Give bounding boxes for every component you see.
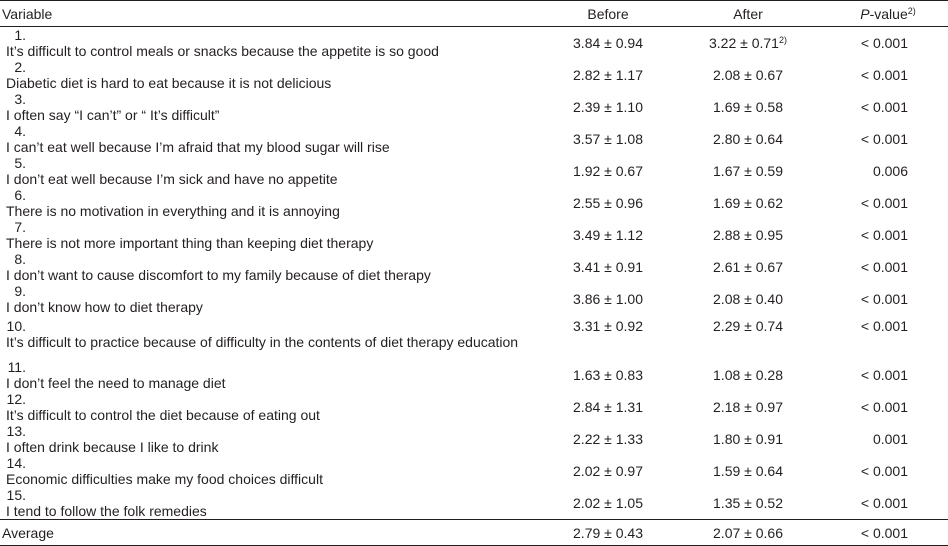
average-row bbox=[0, 520, 948, 546]
cell-p-value: < 0.001 bbox=[860, 367, 908, 383]
cell-variable bbox=[0, 27, 548, 60]
table-row bbox=[0, 315, 948, 359]
cell-before: 1.63 ± 0.83 bbox=[573, 367, 643, 383]
item-number: 5. bbox=[14, 155, 26, 171]
cell-before: 2.82 ± 1.17 bbox=[573, 67, 643, 83]
cell-p-value: 0.001 bbox=[872, 431, 908, 447]
cell-before: 2.22 ± 1.33 bbox=[573, 431, 643, 447]
cell-variable bbox=[0, 91, 548, 123]
cell-after bbox=[668, 123, 828, 155]
cell-after bbox=[668, 219, 828, 251]
after-value: 2.29 ± 0.74 bbox=[713, 318, 783, 334]
cell-variable bbox=[0, 155, 548, 187]
item-number: 6. bbox=[14, 187, 26, 203]
item-number: 14. bbox=[6, 455, 26, 471]
after-value: 1.67 ± 0.59 bbox=[713, 163, 783, 179]
item-text: Diabetic diet is hard to eat because it is not delicious bbox=[6, 75, 332, 91]
cell-before: 2.55 ± 0.96 bbox=[573, 195, 643, 211]
after-value: 3.22 ± 0.71 bbox=[709, 35, 779, 51]
item-text: It’s difficult to control the diet because of eating out bbox=[6, 407, 320, 423]
cell-variable bbox=[0, 251, 548, 283]
header-p-italic: P bbox=[860, 5, 870, 22]
after-value: 2.61 ± 0.67 bbox=[713, 259, 783, 275]
cell-variable bbox=[0, 359, 548, 391]
cell-p-value: < 0.001 bbox=[860, 399, 908, 415]
cell-before: 2.02 ± 0.97 bbox=[573, 463, 643, 479]
item-text: It’s difficult to practice because of difficulty in the contents of diet therapy education bbox=[6, 334, 519, 350]
item-number: 12. bbox=[6, 391, 26, 407]
cell-before: 3.41 ± 0.91 bbox=[573, 259, 643, 275]
average-p-value: < 0.001 bbox=[828, 520, 948, 546]
item-number: 3. bbox=[14, 91, 26, 107]
cell-after bbox=[668, 155, 828, 187]
after-value: 1.80 ± 0.91 bbox=[713, 431, 783, 447]
table-row bbox=[0, 123, 948, 155]
item-number: 9. bbox=[14, 283, 26, 299]
cell-variable bbox=[0, 315, 548, 359]
table-body bbox=[0, 27, 948, 546]
cell-after bbox=[668, 27, 828, 60]
cell-p-value: < 0.001 bbox=[860, 227, 908, 243]
cell-p-value: 0.006 bbox=[872, 163, 908, 179]
table-row bbox=[0, 59, 948, 91]
item-text: There is no motivation in everything and it is annoying bbox=[6, 203, 340, 219]
after-value: 1.08 ± 0.28 bbox=[713, 367, 783, 383]
cell-after bbox=[668, 91, 828, 123]
cell-p-value: < 0.001 bbox=[860, 495, 908, 511]
header-p-footnote: 2) bbox=[907, 5, 916, 16]
header-p-value bbox=[828, 1, 948, 27]
item-number: 13. bbox=[6, 423, 26, 439]
table-row bbox=[0, 155, 948, 187]
item-text: There is not more important thing than keeping diet therapy bbox=[6, 235, 374, 251]
header-row bbox=[0, 1, 948, 27]
item-text: I don’t want to cause discomfort to my family because of diet therapy bbox=[6, 267, 431, 283]
cell-p-value: < 0.001 bbox=[860, 318, 908, 334]
table-row bbox=[0, 283, 948, 315]
after-value: 1.59 ± 0.64 bbox=[713, 463, 783, 479]
cell-variable bbox=[0, 423, 548, 455]
cell-before: 3.57 ± 1.08 bbox=[573, 131, 643, 147]
cell-before: 1.92 ± 0.67 bbox=[573, 163, 643, 179]
table-row bbox=[0, 27, 948, 60]
cell-p-value: < 0.001 bbox=[860, 99, 908, 115]
after-value: 1.69 ± 0.62 bbox=[713, 195, 783, 211]
cell-variable bbox=[0, 187, 548, 219]
cell-after bbox=[668, 455, 828, 487]
average-after: 2.07 ± 0.66 bbox=[668, 520, 828, 546]
table-row bbox=[0, 487, 948, 520]
cell-variable bbox=[0, 219, 548, 251]
table-row bbox=[0, 187, 948, 219]
cell-before: 2.84 ± 1.31 bbox=[573, 399, 643, 415]
item-number: 8. bbox=[14, 251, 26, 267]
cell-after bbox=[668, 187, 828, 219]
item-number: 4. bbox=[14, 123, 26, 139]
item-text: I often drink because I like to drink bbox=[6, 439, 219, 455]
cell-p-value: < 0.001 bbox=[860, 131, 908, 147]
table-row bbox=[0, 91, 948, 123]
after-value: 1.35 ± 0.52 bbox=[713, 495, 783, 511]
item-text: I don’t eat well because I’m sick and have no appetite bbox=[6, 171, 338, 187]
item-number: 11. bbox=[7, 359, 26, 375]
cell-before: 3.86 ± 1.00 bbox=[573, 291, 643, 307]
cell-variable bbox=[0, 123, 548, 155]
item-text: It’s difficult to control meals or snacks because the appetite is so good bbox=[6, 43, 439, 59]
header-before: Before bbox=[548, 1, 668, 27]
item-number: 7. bbox=[14, 219, 26, 235]
cell-after bbox=[668, 423, 828, 455]
header-variable: Variable bbox=[0, 1, 548, 27]
after-value: 2.08 ± 0.40 bbox=[713, 291, 783, 307]
cell-after bbox=[668, 391, 828, 423]
item-number: 2. bbox=[14, 59, 26, 75]
table-row bbox=[0, 391, 948, 423]
after-value: 2.88 ± 0.95 bbox=[713, 227, 783, 243]
table-row bbox=[0, 455, 948, 487]
cell-before: 3.49 ± 1.12 bbox=[573, 227, 643, 243]
header-p-rest: -value bbox=[869, 5, 908, 22]
cell-after bbox=[668, 283, 828, 315]
cell-before: 2.02 ± 1.05 bbox=[573, 495, 643, 511]
average-before: 2.79 ± 0.43 bbox=[548, 520, 668, 546]
cell-before: 3.84 ± 0.94 bbox=[573, 35, 643, 51]
item-number: 1. bbox=[14, 27, 26, 43]
cell-variable bbox=[0, 455, 548, 487]
cell-p-value: < 0.001 bbox=[860, 463, 908, 479]
table-row bbox=[0, 359, 948, 391]
after-footnote: 2) bbox=[778, 35, 787, 45]
cell-after bbox=[668, 487, 828, 520]
item-text: I don’t feel the need to manage diet bbox=[6, 375, 226, 391]
item-text: I can’t eat well because I’m afraid that my blood sugar will rise bbox=[6, 139, 390, 155]
item-text: I don’t know how to diet therapy bbox=[6, 299, 203, 315]
after-value: 2.80 ± 0.64 bbox=[713, 131, 783, 147]
item-text: I often say “I can’t” or “ It’s difficult” bbox=[6, 107, 220, 123]
cell-variable bbox=[0, 391, 548, 423]
cell-variable bbox=[0, 283, 548, 315]
table-row bbox=[0, 219, 948, 251]
cell-after bbox=[668, 359, 828, 391]
item-text: I tend to follow the folk remedies bbox=[6, 503, 207, 519]
cell-variable bbox=[0, 59, 548, 91]
cell-after bbox=[668, 59, 828, 91]
item-text: Economic difficulties make my food choices difficult bbox=[6, 471, 323, 487]
cell-p-value: < 0.001 bbox=[860, 35, 908, 51]
cell-before: 2.39 ± 1.10 bbox=[573, 99, 643, 115]
cell-after bbox=[668, 251, 828, 283]
item-number: 15. bbox=[6, 487, 26, 503]
after-value: 2.18 ± 0.97 bbox=[713, 399, 783, 415]
after-value: 2.08 ± 0.67 bbox=[713, 67, 783, 83]
cell-p-value: < 0.001 bbox=[860, 291, 908, 307]
item-number: 10. bbox=[6, 318, 26, 334]
cell-p-value: < 0.001 bbox=[860, 259, 908, 275]
table-row bbox=[0, 251, 948, 283]
cell-before: 3.31 ± 0.92 bbox=[573, 318, 643, 334]
cell-after bbox=[668, 315, 828, 359]
header-after: After bbox=[668, 1, 828, 27]
average-label: Average bbox=[0, 520, 548, 546]
after-value: 1.69 ± 0.58 bbox=[713, 99, 783, 115]
cell-variable bbox=[0, 487, 548, 520]
cell-p-value: < 0.001 bbox=[860, 195, 908, 211]
table-row bbox=[0, 423, 948, 455]
cell-p-value: < 0.001 bbox=[860, 67, 908, 83]
